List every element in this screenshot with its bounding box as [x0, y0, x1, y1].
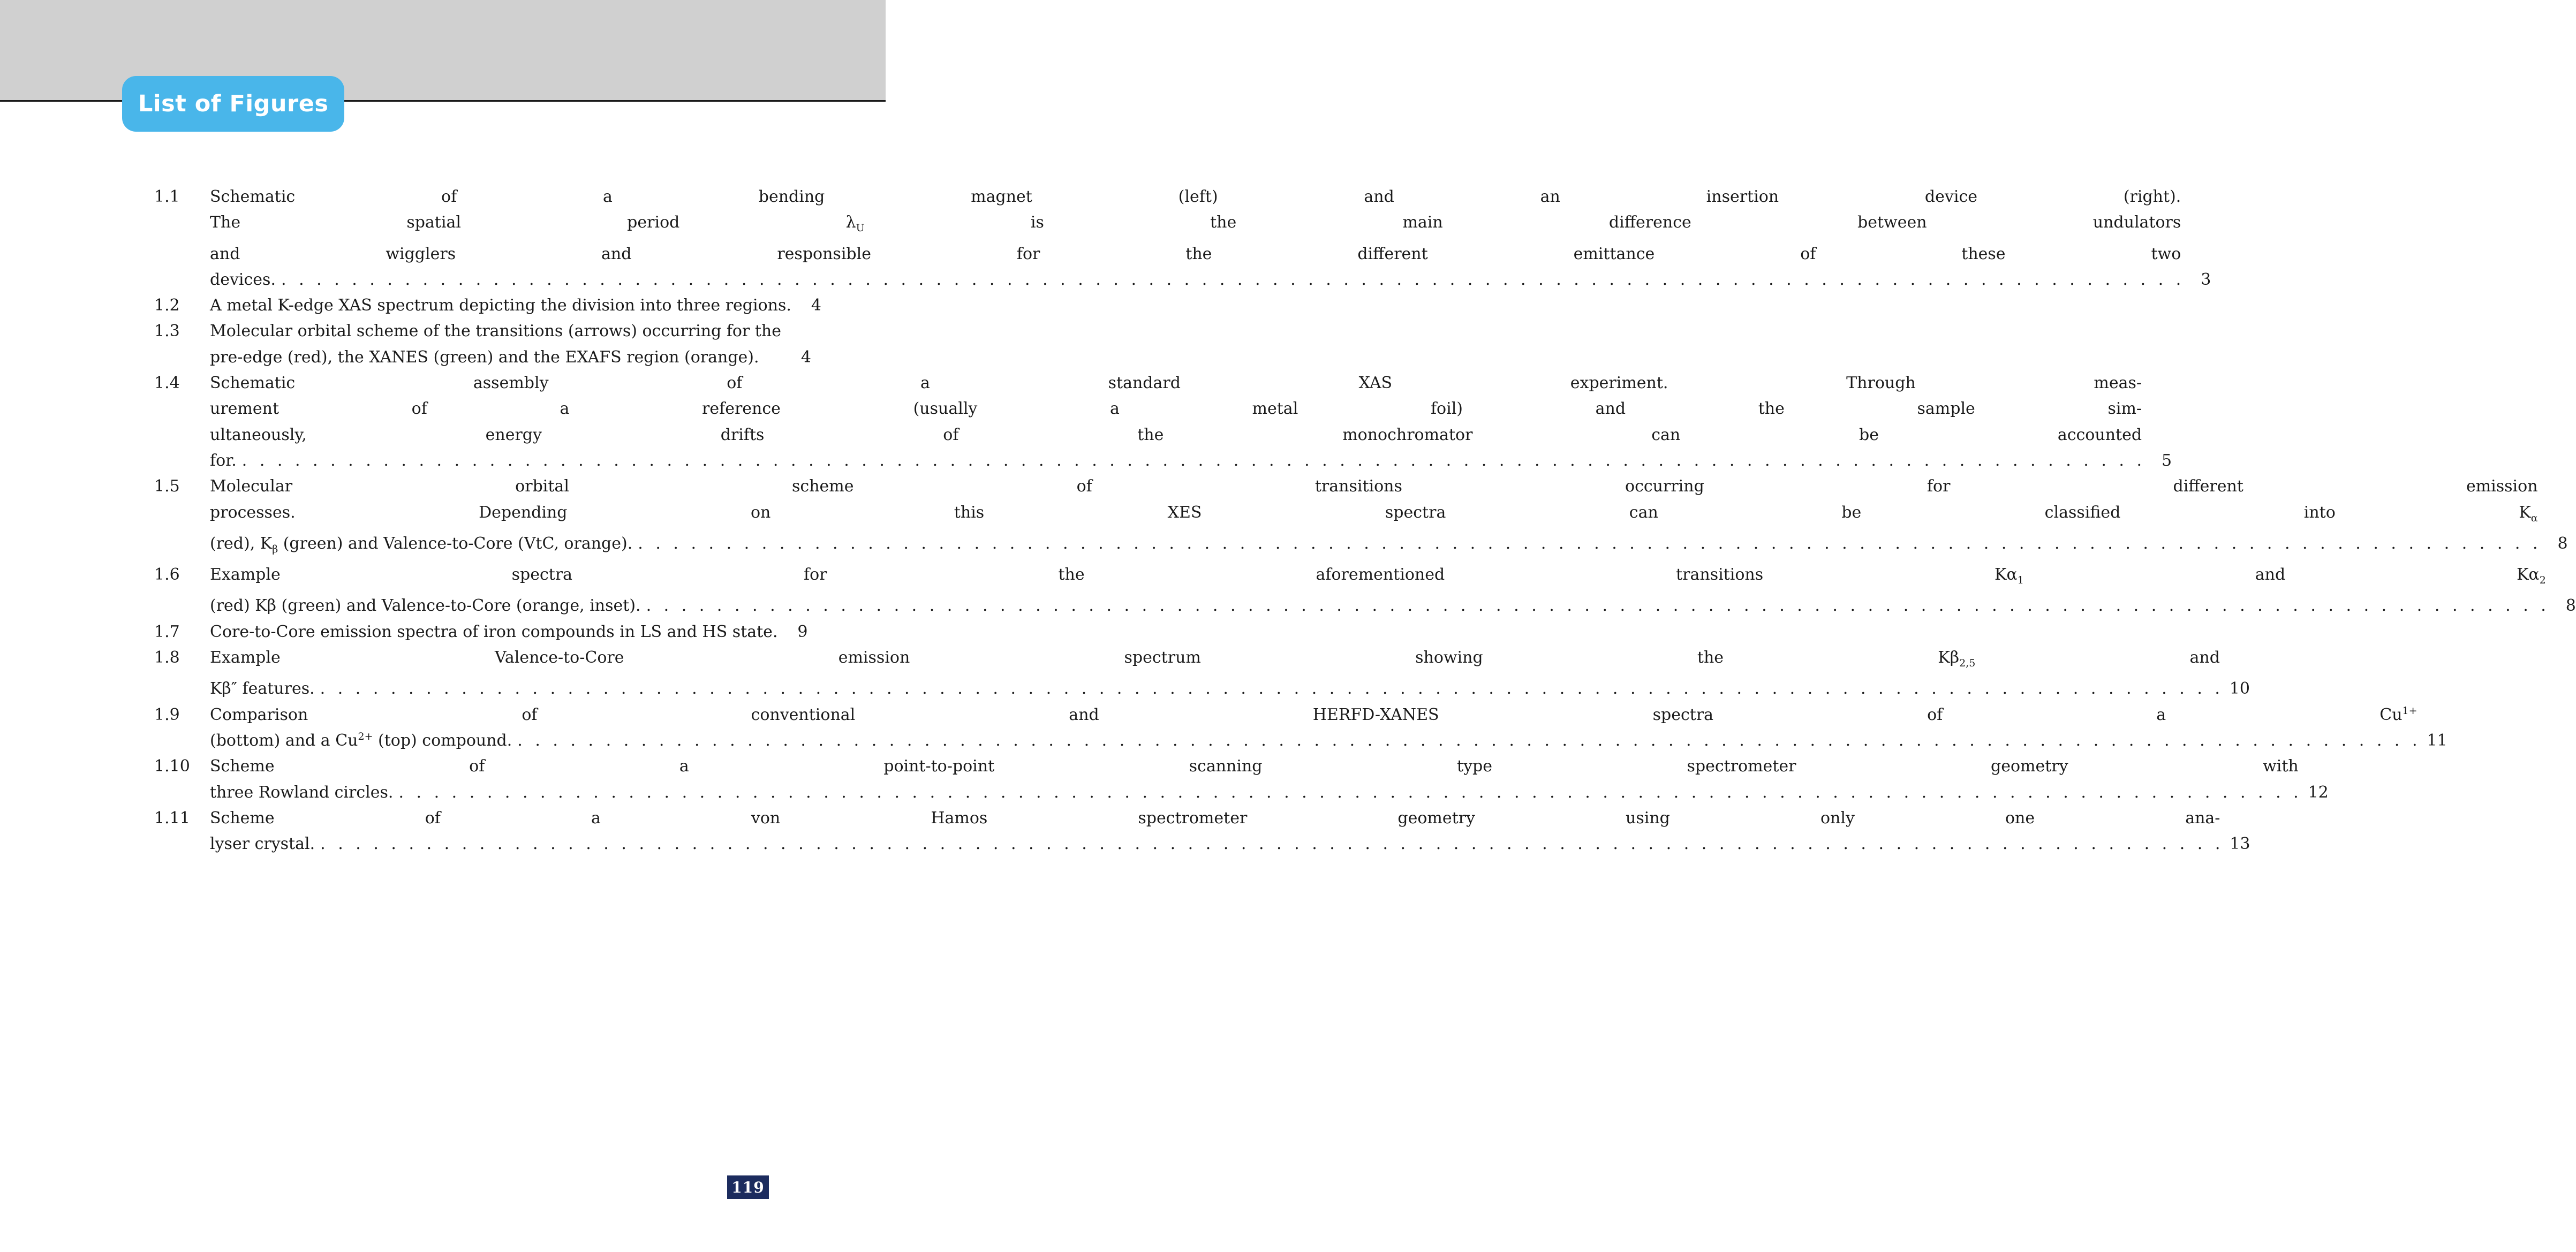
- page-ref: 4: [811, 296, 821, 315]
- figure-entry[interactable]: [154, 318, 811, 370]
- dot-leader: [641, 593, 2546, 619]
- page-number-badge: 119: [727, 1175, 769, 1199]
- entry-text: Kβ″ features.: [210, 679, 315, 699]
- entry-text: Molecular orbital scheme of transitions occurring for different emission: [210, 477, 2538, 496]
- page-ref: 10: [2229, 679, 2250, 699]
- entry-text: and wigglers and responsible for the different emittance of these two: [210, 244, 2181, 263]
- figure-entry[interactable]: [154, 184, 2211, 293]
- dot-leader: [393, 780, 2298, 806]
- page-ref: 11: [2427, 731, 2447, 750]
- entry-text: ultaneously, energy drifts of the monochromator can be accounted: [210, 425, 2142, 444]
- figure-number: 1.5: [154, 477, 180, 496]
- figure-number: 1.6: [154, 565, 180, 585]
- entry-text: A metal K-edge XAS spectrum depicting the division into three regions.: [210, 296, 791, 315]
- entry-text: lyser crystal.: [210, 834, 315, 854]
- figure-entry[interactable]: [154, 645, 2250, 702]
- entry-text: Core-to-Core emission spectra of iron compounds in LS and HS state.: [210, 622, 778, 641]
- page-ref: 3: [2201, 270, 2211, 289]
- entry-text: (red), $K_\beta$ (green) and Valence-to-Core (VtC, orange).: [210, 534, 633, 555]
- entry-text: Example spectra for the aforementioned transitions $K\alpha_1$ and $K\alpha_2$: [210, 565, 2546, 587]
- page-ref: 5: [2161, 451, 2172, 470]
- figure-number: 1.7: [154, 622, 180, 641]
- figure-number: 1.1: [154, 187, 180, 206]
- entry-text: Comparison of conventional and HERFD-XANES spectra of a $Cu^{1+}$: [210, 704, 2418, 724]
- entry-text: The spatial period $\lambda_U$ is the main difference between undulators: [210, 213, 2181, 234]
- page-ref: 13: [2230, 834, 2250, 854]
- dot-leader: [512, 728, 2417, 754]
- entry-text: pre-edge (red), the XANES (green) and the EXAFS region (orange).: [210, 347, 759, 367]
- entry-text: processes. Depending on this XES spectra can be classified into $K_\alpha$: [210, 503, 2538, 524]
- figure-number: 1.9: [154, 705, 180, 724]
- figure-entry[interactable]: [154, 754, 2329, 806]
- figure-number: 1.11: [154, 808, 190, 828]
- figure-entry[interactable]: [154, 370, 2172, 474]
- entry-text: (bottom) and a $Cu^{2+}$ (top) compound.: [210, 730, 512, 750]
- entry-text: Schematic of a bending magnet (left) and an insertion device (right).: [210, 187, 2181, 206]
- entry-text: Example Valence-to-Core emission spectrum showing the $K\beta_{2,5}$ and: [210, 648, 2220, 670]
- entry-text: Scheme of a von Hamos spectrometer geometry using only one ana-: [210, 808, 2220, 828]
- figure-number: 1.8: [154, 648, 180, 667]
- entry-text: three Rowland circles.: [210, 783, 394, 802]
- page-ref: 8: [2565, 596, 2576, 616]
- entry-text: urement of a reference (usually a metal foil) and the sample sim-: [210, 399, 2142, 419]
- dot-leader: [237, 448, 2142, 474]
- figure-entry[interactable]: [154, 702, 2447, 754]
- figure-number: 1.3: [154, 322, 180, 341]
- entry-text: for.: [210, 451, 237, 470]
- entry-text: Molecular orbital scheme of the transitions (arrows) occurring for the: [210, 322, 781, 341]
- figure-entry[interactable]: [154, 293, 821, 318]
- page-ref: 12: [2308, 783, 2329, 802]
- entry-text: Scheme of a point-to-point scanning type spectrometer geometry with: [210, 757, 2299, 776]
- figure-entry[interactable]: [154, 806, 2250, 858]
- dot-leader: [315, 831, 2220, 857]
- chapter-title: List of Figures: [138, 90, 329, 117]
- figure-entry[interactable]: [154, 619, 808, 645]
- figure-number: 1.2: [154, 296, 180, 315]
- chapter-title-badge: [122, 76, 344, 132]
- entry-text: (red) Kβ (green) and Valence-to-Core (orange, inset).: [210, 596, 641, 616]
- entry-text: devices.: [210, 270, 276, 289]
- figure-number: 1.10: [154, 757, 190, 776]
- entry-text: Schematic assembly of a standard XAS experiment. Through meas-: [210, 374, 2142, 393]
- page-ref: 9: [797, 622, 808, 641]
- page-ref: 4: [800, 347, 811, 367]
- dot-leader: [315, 676, 2220, 702]
- list-of-figures: [154, 184, 2576, 857]
- dot-leader: [276, 267, 2181, 293]
- figure-entry[interactable]: [154, 562, 2576, 619]
- page-ref: 8: [2557, 534, 2568, 553]
- figure-entry[interactable]: [154, 474, 2568, 562]
- figure-number: 1.4: [154, 374, 180, 393]
- dot-leader: [632, 531, 2537, 562]
